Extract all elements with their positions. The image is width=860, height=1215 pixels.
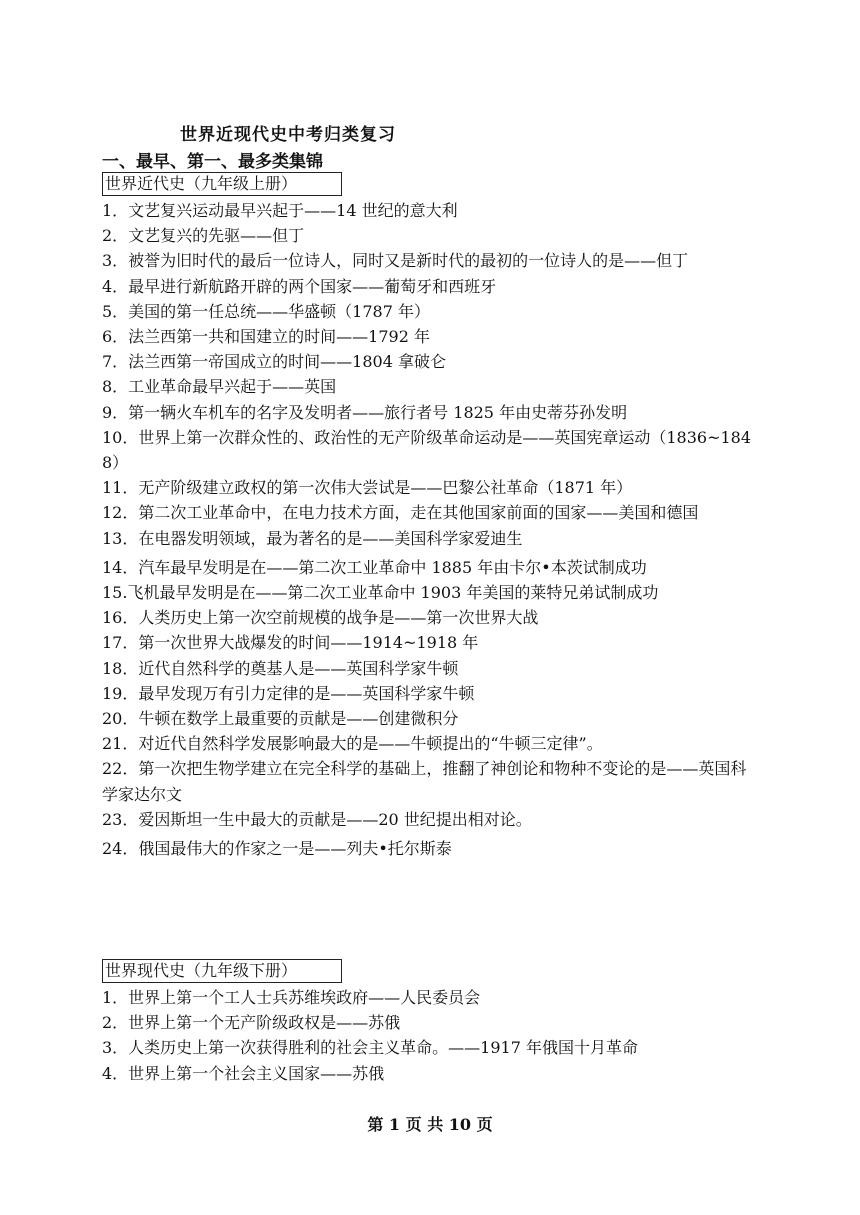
list-item: 4．世界上第一个社会主义国家——苏俄 [102,1063,385,1083]
list-item: 3．被誉为旧时代的最后一位诗人，同时又是新时代的最初的一位诗人的是——但丁 [102,251,689,271]
list-item: 17．第一次世界大战爆发的时间——1914~1918 年 [102,633,479,653]
list-item: 3．人类历史上第一次获得胜利的社会主义革命。——1917 年俄国十月革命 [102,1038,638,1058]
list-item: 1．世界上第一个工人士兵苏维埃政府——人民委员会 [102,988,481,1007]
contemporary-history-label: 世界现代史（九年级下册） [102,959,342,983]
list-item: 16．人类历史上第一次空前规模的战争是——第一次世界大战 [102,608,539,628]
contemporary-history-list [102,985,762,1086]
list-item: 13．在电器发明领域，最为著名的是——美国科学家爱迪生 [102,528,523,548]
list-item: 22．第一次把生物学建立在完全科学的基础上，推翻了神创论和物种不变论的是——英国科学家达尔文 [102,759,747,804]
list-item: 11．无产阶级建立政权的第一次伟大尝试是——巴黎公社革命（1871 年） [102,478,633,498]
list-item: 6．法兰西第一共和国建立的时间——1792 年 [102,327,430,347]
list-item: 5．美国的第一任总统——华盛顿（1787 年） [102,301,430,321]
list-item: 2．世界上第一个无产阶级政权是——苏俄 [102,1013,401,1033]
list-item: 21．对近代自然科学发展影响最大的是——牛顿提出的“牛顿三定律”。 [102,734,603,754]
list-item: 8．工业革命最早兴起于——英国 [102,377,337,397]
list-item: 24．俄国最伟大的作家之一是——列夫•托尔斯泰 [102,839,452,859]
section-heading: 一、最早、第一、最多类集锦 [102,152,323,172]
list-item: 19．最早发现万有引力定律的是——英国科学家牛顿 [102,683,475,703]
list-item: 15.飞机最早发明是在——第二次工业革命中 1903 年美国的莱特兄弟试制成功 [102,583,659,603]
list-item: 2．文艺复兴的先驱——但丁 [102,226,305,246]
document-title: 世界近现代史中考归类复习 [180,125,396,145]
list-item: 10．世界上第一次群众性的、政治性的无产阶级革命运动是——英国宪章运动（1836~1848） [102,427,752,473]
modern-history-label: 世界近代史（九年级上册） [102,172,342,196]
list-item: 1．文艺复兴运动最早兴起于——14 世纪的意大利 [102,201,458,220]
modern-history-list [102,198,762,861]
list-item: 12．第二次工业革命中，在电力技术方面，走在其他国家前面的国家——美国和德国 [102,503,699,523]
page-footer: 第 1 页 共 10 页 [367,1115,493,1134]
list-item: 18．近代自然科学的奠基人是——英国科学家牛顿 [102,658,459,678]
list-item: 14．汽车最早发明是在——第二次工业革命中 1885 年由卡尔•本茨试制成功 [102,557,647,577]
list-item: 7．法兰西第一帝国成立的时间——1804 拿破仑 [102,352,446,372]
list-item: 20．牛顿在数学上最重要的贡献是——创建微积分 [102,709,459,729]
list-item: 23．爱因斯坦一生中最大的贡献是——20 世纪提出相对论。 [102,809,532,829]
list-item: 4．最早进行新航路开辟的两个国家——葡萄牙和西班牙 [102,276,497,296]
list-item: 9．第一辆火车机车的名字及发明者——旅行者号 1825 年由史蒂芬孙发明 [102,402,628,422]
